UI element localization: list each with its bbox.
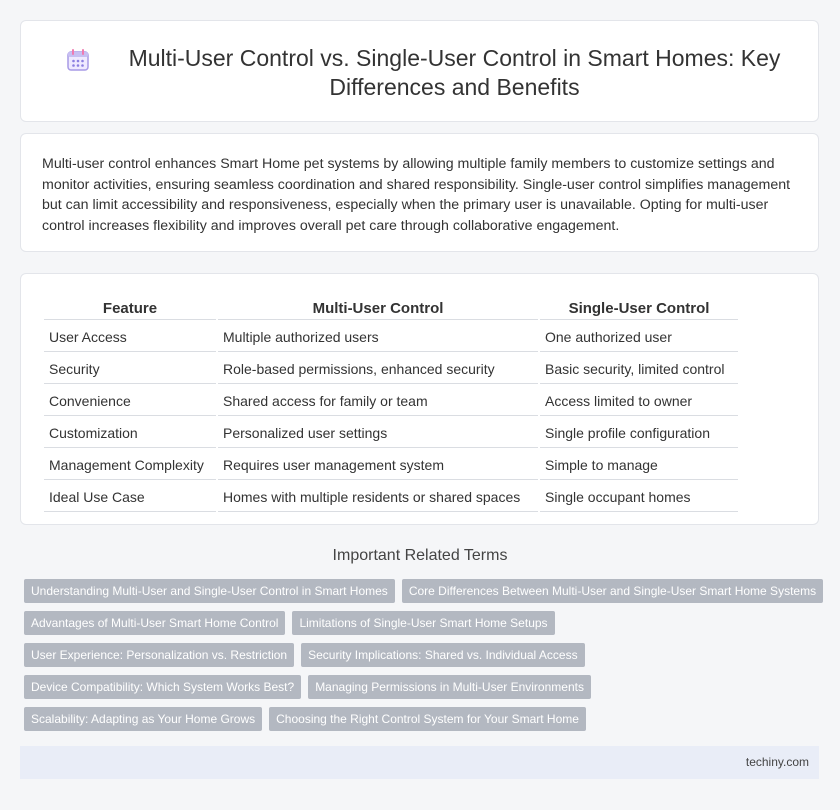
table-row	[44, 322, 738, 352]
related-term-tag[interactable]: Choosing the Right Control System for Your Smart Home	[269, 707, 586, 731]
tag-row	[24, 611, 824, 643]
feature-cell: Ideal Use Case	[44, 482, 216, 512]
table-row	[44, 482, 738, 512]
related-terms-title: Important Related Terms	[332, 547, 508, 564]
multi-user-cell: Personalized user settings	[218, 418, 538, 448]
related-term-tag[interactable]: Core Differences Between Multi-User and Single-User Smart Home Systems	[402, 579, 823, 603]
table-row	[44, 354, 738, 384]
related-term-tag[interactable]: Scalability: Adapting as Your Home Grows	[24, 707, 262, 731]
feature-cell: Convenience	[44, 386, 216, 416]
footer-site-link[interactable]: techiny.com	[745, 755, 809, 769]
page-title: Multi-User Control vs. Single-User Control in Smart Homes: Key Differences and Benefits	[128, 45, 781, 100]
tag-row	[24, 707, 824, 739]
table-header-row	[44, 295, 738, 320]
multi-user-cell: Role-based permissions, enhanced security	[218, 354, 538, 384]
comparison-table	[42, 293, 740, 514]
single-user-cell: Single occupant homes	[540, 482, 738, 512]
related-term-tag[interactable]: Security Implications: Shared vs. Individual Access	[301, 643, 584, 667]
feature-cell: Customization	[44, 418, 216, 448]
related-terms-list	[24, 579, 824, 739]
comparison-card	[20, 273, 819, 525]
single-user-cell: Access limited to owner	[540, 386, 738, 416]
multi-user-cell: Requires user management system	[218, 450, 538, 480]
calendar-icon	[65, 47, 91, 73]
multi-user-cell: Homes with multiple residents or shared spaces	[218, 482, 538, 512]
intro-card	[20, 133, 819, 252]
single-user-cell: Simple to manage	[540, 450, 738, 480]
multi-user-cell: Shared access for family or team	[218, 386, 538, 416]
tag-row	[24, 643, 824, 675]
feature-cell: Security	[44, 354, 216, 384]
multi-user-cell: Multiple authorized users	[218, 322, 538, 352]
header-feature: Feature	[44, 295, 216, 320]
single-user-cell: One authorized user	[540, 322, 738, 352]
table-row	[44, 386, 738, 416]
header-single-user: Single-User Control	[540, 295, 738, 320]
table-row	[44, 418, 738, 448]
related-term-tag[interactable]: User Experience: Personalization vs. Restriction	[24, 643, 294, 667]
related-term-tag[interactable]: Limitations of Single-User Smart Home Setups	[292, 611, 554, 635]
feature-cell: User Access	[44, 322, 216, 352]
related-term-tag[interactable]: Managing Permissions in Multi-User Environments	[308, 675, 591, 699]
table-row	[44, 450, 738, 480]
single-user-cell: Single profile configuration	[540, 418, 738, 448]
tag-row	[24, 675, 824, 707]
intro-paragraph: Multi-user control enhances Smart Home pet systems by allowing multiple family members to customize settings and monitor activities, ensuring seamless coordination and shared responsibility. Single-user control simplifies management but can limit accessibility and responsiveness, especially when the primary user is unavailable. Opting for multi-user control increases flexibility and improves overall pet care through collaborative engagement.	[42, 156, 791, 234]
single-user-cell: Basic security, limited control	[540, 354, 738, 384]
footer	[20, 746, 819, 779]
related-term-tag[interactable]: Device Compatibility: Which System Works Best?	[24, 675, 301, 699]
feature-cell: Management Complexity	[44, 450, 216, 480]
related-term-tag[interactable]: Advantages of Multi-User Smart Home Control	[24, 611, 285, 635]
related-term-tag[interactable]: Understanding Multi-User and Single-User Control in Smart Homes	[24, 579, 395, 603]
tag-row	[24, 579, 824, 611]
header-multi-user: Multi-User Control	[218, 295, 538, 320]
title-card	[20, 20, 819, 122]
